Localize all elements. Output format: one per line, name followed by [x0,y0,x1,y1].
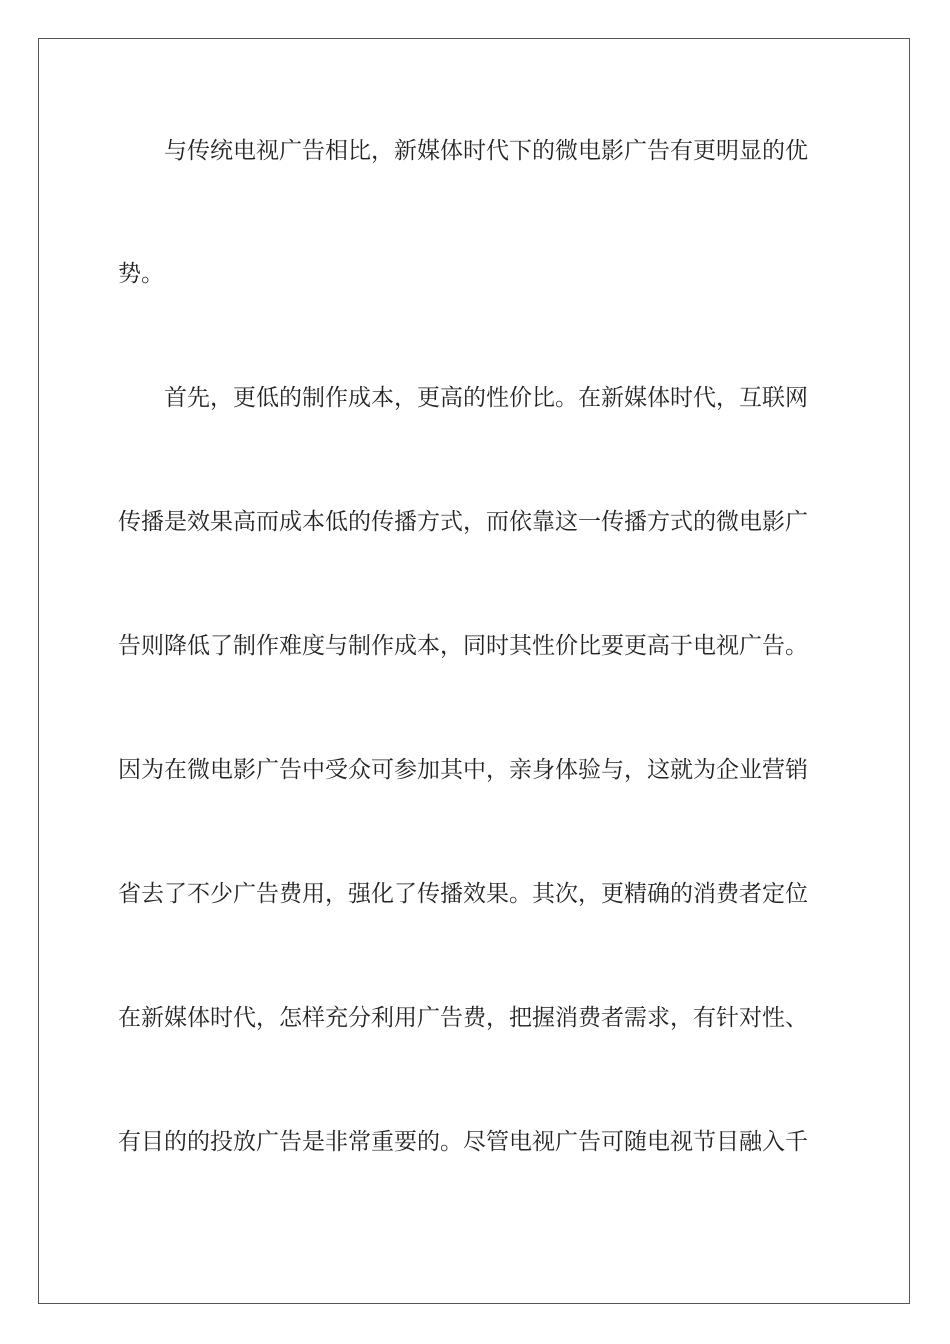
text-line-2: 势。 [118,261,164,287]
text-line-6: 因为在微电影广告中受众可参加其中，亲身体验与，这就为企业营销 [118,757,808,783]
text-line-7: 省去了不少广告费用，强化了传播效果。其次，更精确的消费者定位 [118,881,808,907]
text-line-9: 有目的的投放广告是非常重要的。尽管电视广告可随电视节目融入千 [118,1129,808,1155]
text-line-1: 与传统电视广告相比，新媒体时代下的微电影广告有更明显的优 [164,138,808,164]
text-line-5: 告则降低了制作难度与制作成本，同时其性价比要更高于电视广告。 [118,633,808,659]
page-border [38,38,910,1304]
text-line-3: 首先，更低的制作成本，更高的性价比。在新媒体时代，互联网 [164,385,808,411]
text-line-4: 传播是效果高而成本低的传播方式，而依靠这一传播方式的微电影广 [118,509,808,535]
text-line-8: 在新媒体时代，怎样充分利用广告费，把握消费者需求，有针对性、 [118,1005,808,1031]
